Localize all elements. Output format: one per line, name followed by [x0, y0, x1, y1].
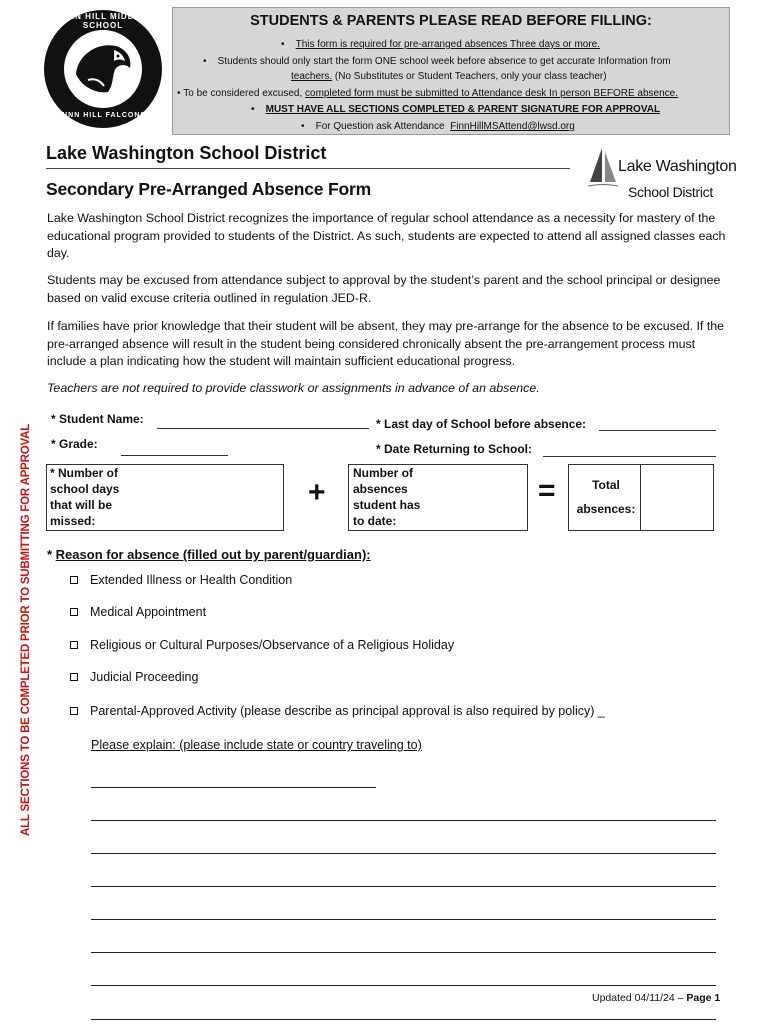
title-divider [46, 168, 570, 169]
explain-line[interactable] [91, 787, 376, 788]
checkbox[interactable] [70, 608, 78, 616]
district-title: Lake Washington School District [46, 143, 327, 163]
notice-box [172, 7, 730, 135]
explain-line[interactable] [91, 853, 716, 854]
lwsd-logo-subname: School District [628, 184, 713, 200]
checkbox[interactable] [70, 576, 78, 584]
date-returning-field[interactable] [543, 456, 716, 457]
notice-line-1: • This form is required for pre-arranged absences Three days or more. [281, 39, 601, 50]
logo-bottom-text: FINN HILL FALCONS [59, 112, 147, 119]
falcon-icon [68, 34, 138, 104]
grade-field[interactable] [121, 455, 228, 456]
lwsd-logo-name: Lake Washington [618, 158, 737, 175]
explain-line[interactable] [91, 985, 716, 986]
last-day-label: * Last day of School before absence: [376, 417, 587, 431]
side-warning-text: ALL SECTIONS TO BE COMPLETED PRIOR TO SUBMITTING FOR APPROVAL [20, 423, 32, 836]
option-extended-illness[interactable]: Extended Illness or Health Condition [70, 573, 292, 587]
plus-sign: + [308, 476, 326, 509]
equals-sign: = [538, 474, 556, 507]
total-absences-label: Total absences: [576, 478, 636, 516]
intro-paragraph: Lake Washington School District recognizes the importance of regular school attendance as a necessity for mastery of the educational program provided to students of the District. As such, students are expected to attend all assigned classes each day. [47, 211, 726, 260]
falcon-emblem [64, 30, 142, 108]
checkbox[interactable] [70, 707, 78, 715]
option-parental-approved[interactable]: Parental-Approved Activity (please describe as principal approval is also required by policy) _ [70, 704, 605, 718]
student-name-field[interactable] [157, 428, 369, 429]
page-footer: Updated 04/11/24 – Page 1 [592, 992, 721, 1004]
checkbox[interactable] [70, 673, 78, 681]
excuse-paragraph: Students may be excused from attendance subject to approval by the student’s parent and the school principal or designee based on valid excuse criteria outlined in regulation JED-R. [47, 273, 721, 305]
attendance-email-link[interactable]: FinnHillMSAttend@lwsd.org [450, 121, 575, 132]
grade-label: * Grade: [51, 437, 98, 451]
teachers-note: Teachers are not required to provide classwork or assignments in advance of an absence. [47, 381, 540, 395]
notice-line-3: • To be considered excused, completed form must be submitted to Attendance desk In person BEFORE absence. [177, 88, 679, 99]
last-day-field[interactable] [599, 430, 716, 431]
option-judicial-proceeding[interactable]: Judicial Proceeding [70, 670, 198, 684]
option-medical-appointment[interactable]: Medical Appointment [70, 605, 206, 619]
reason-label: * Reason for absence (filled out by parent/guardian): [47, 547, 371, 562]
explain-line[interactable] [91, 1019, 716, 1020]
option-religious-cultural[interactable]: Religious or Cultural Purposes/Observance of a Religious Holiday [70, 638, 454, 652]
logo-top-text: FINN HILL MIDDLE SCHOOL [59, 12, 147, 30]
form-title: Secondary Pre-Arranged Absence Form [46, 179, 371, 199]
checkbox[interactable] [70, 641, 78, 649]
explain-line[interactable] [91, 952, 716, 953]
notice-line-5: • For Question ask Attendance FinnHillMSAttend@lwsd.org [301, 121, 575, 132]
explain-label: Please explain: (please include state or country traveling to) [91, 738, 422, 752]
absences-to-date-label: Number of absences student has to date: [353, 466, 421, 528]
notice-line-4: • MUST HAVE ALL SECTIONS COMPLETED & PARENT SIGNATURE FOR APPROVAL [251, 104, 661, 115]
student-name-label: * Student Name: [51, 412, 144, 426]
explain-line[interactable] [91, 886, 716, 887]
explain-line[interactable] [91, 919, 716, 920]
total-absences-field[interactable] [640, 464, 714, 531]
prearrange-paragraph: If families have prior knowledge that their student will be absent, they may pre-arrange for the absence to be excused. If the pre-arranged absence will result in the student being considered chronically absent the pre-arrangement process must include a plan indicating how the student will maintain sufficient educational progress. [47, 319, 725, 368]
notice-title: STUDENTS & PARENTS PLEASE READ BEFORE FILLING: [250, 13, 652, 29]
explain-line[interactable] [91, 820, 716, 821]
date-returning-label: * Date Returning to School: [376, 442, 532, 456]
notice-line-2: • Students should only start the form ONE school week before absence to get accurate Information from [203, 56, 671, 67]
days-missed-label: * Number of school days that will be missed: [50, 466, 120, 528]
notice-line-2b: teachers. (No Substitutes or Student Teachers, only your class teacher) [291, 71, 607, 82]
